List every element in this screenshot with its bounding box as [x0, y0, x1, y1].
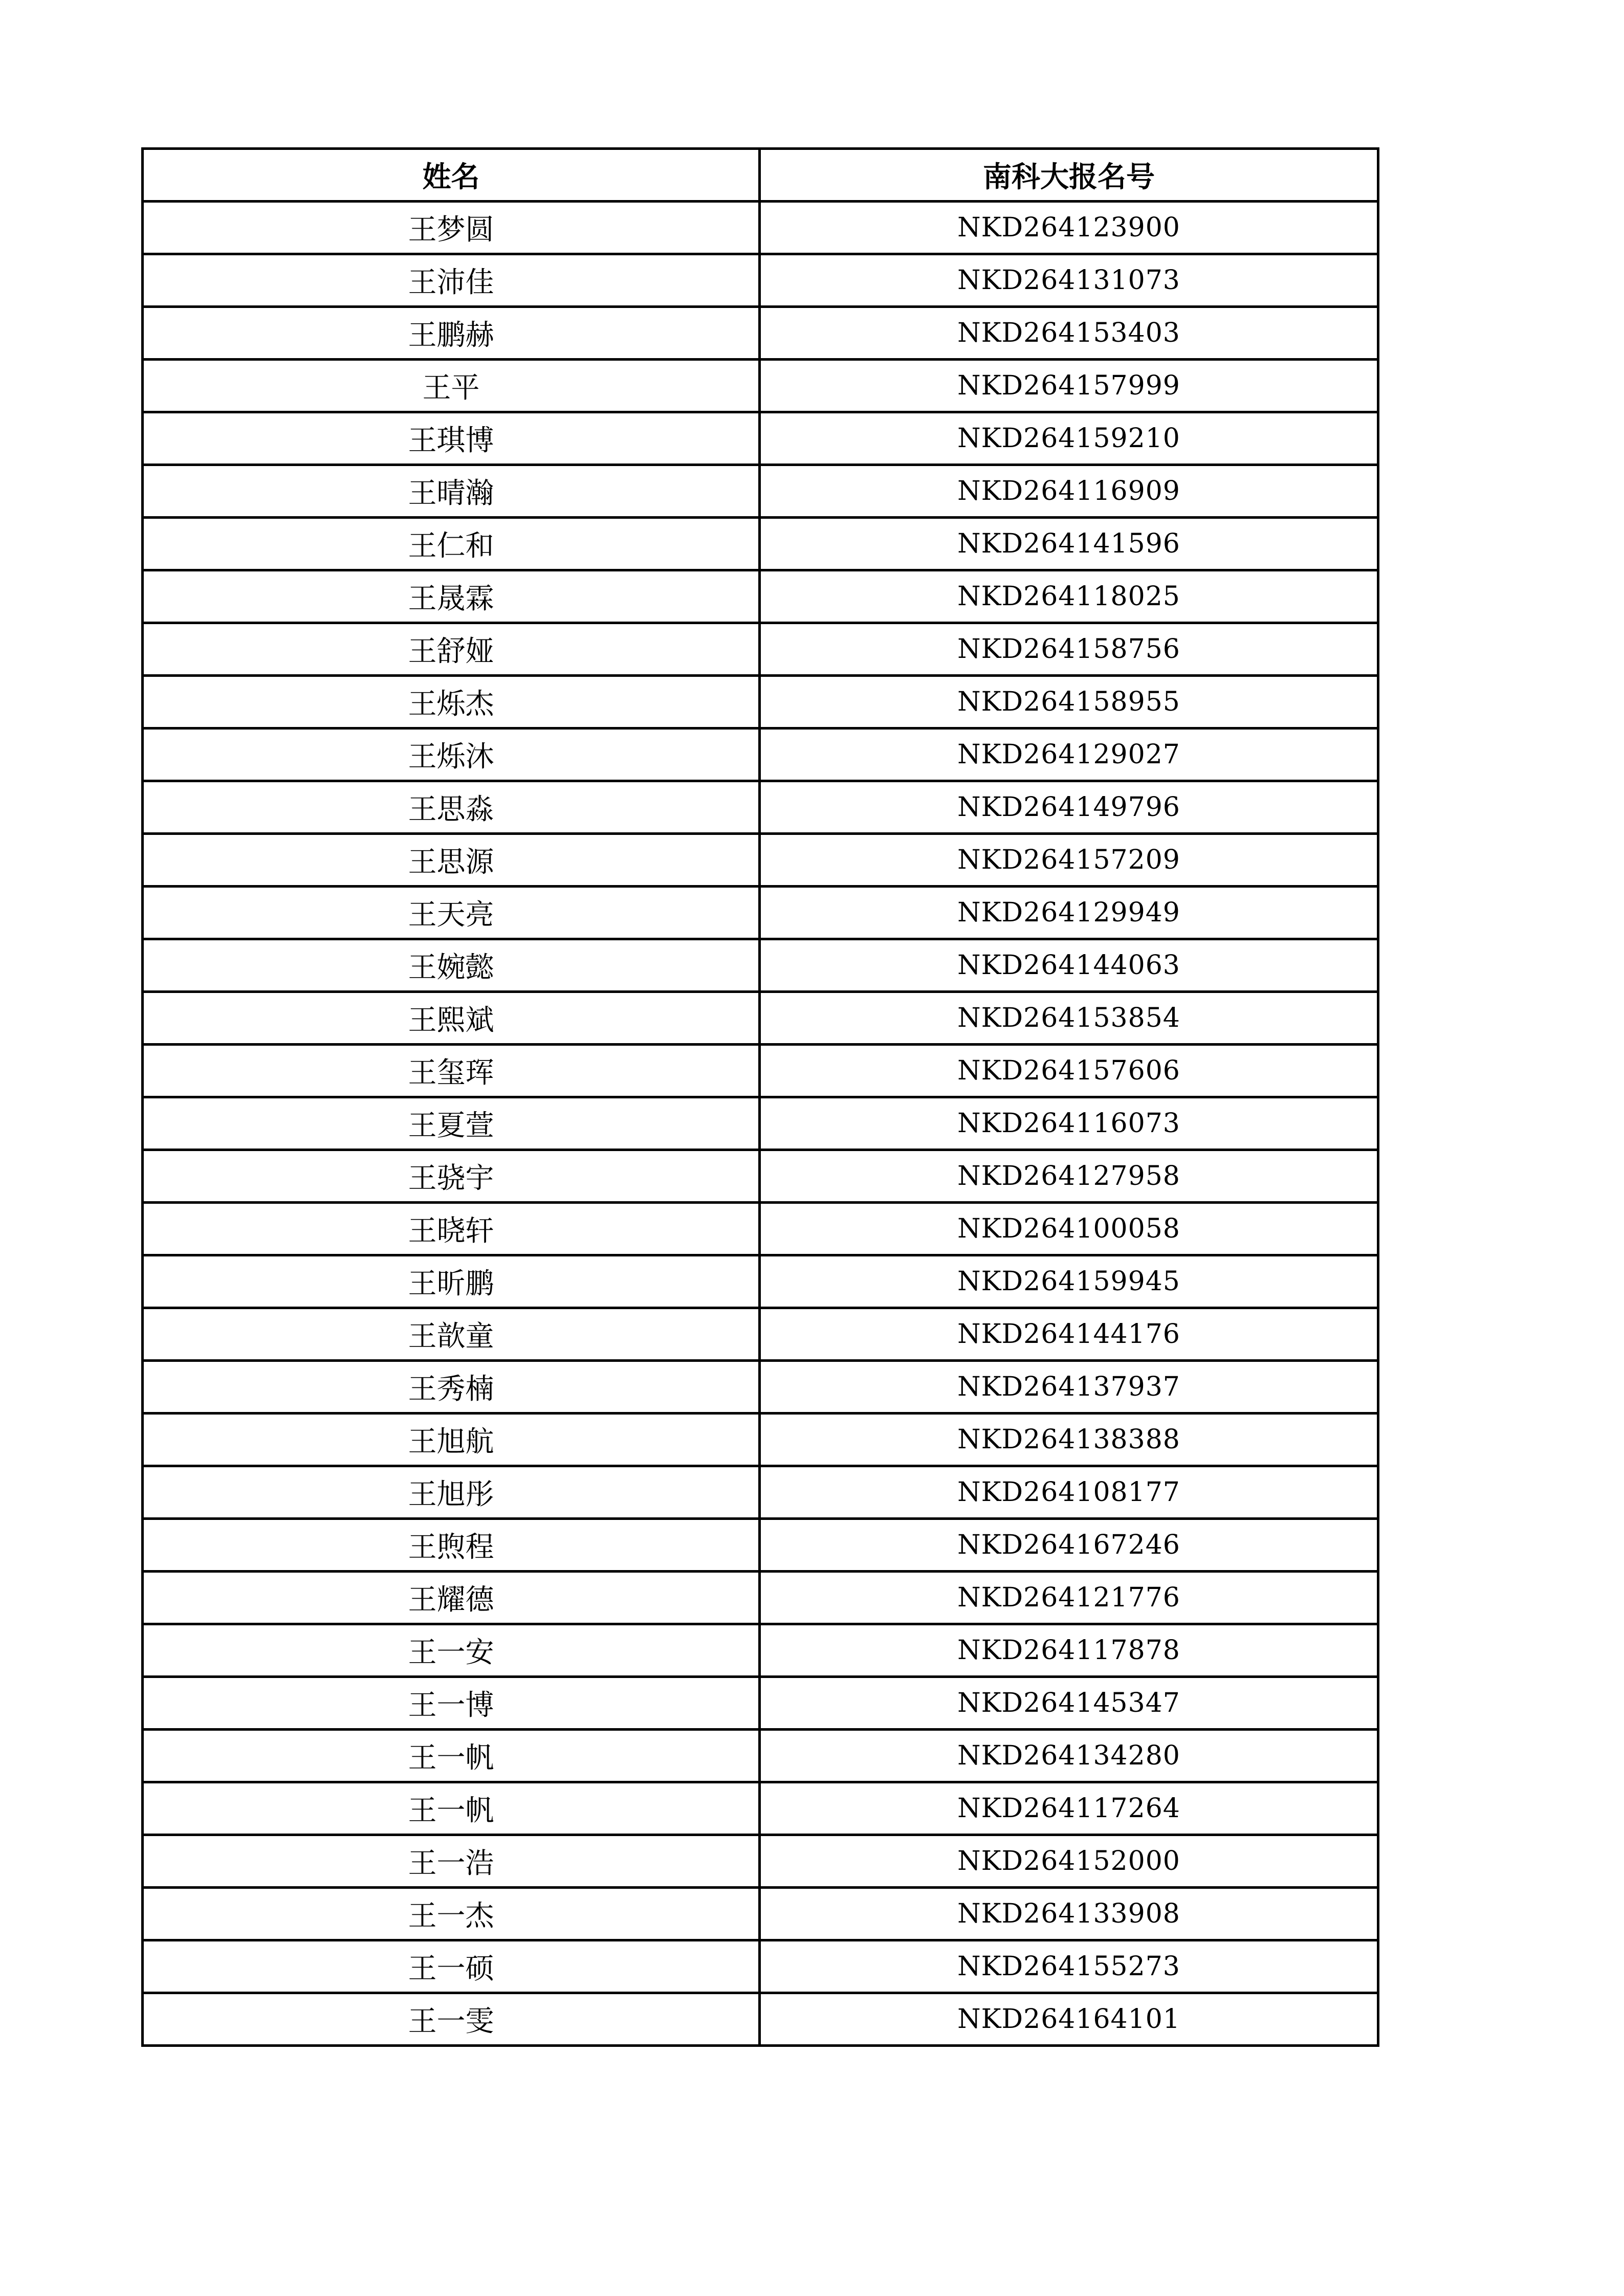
table-header	[143, 149, 1378, 202]
table-row	[143, 202, 1378, 254]
table-row	[143, 1150, 1378, 1203]
student-name-cell: 王思淼	[143, 781, 760, 834]
table-row	[143, 1782, 1378, 1835]
table-row	[143, 1519, 1378, 1572]
registration-number-cell: NKD264137937	[760, 1361, 1378, 1414]
student-name-cell: 王一帆	[143, 1730, 760, 1782]
student-name-cell: 王一雯	[143, 1993, 760, 2046]
student-name-cell: 王烁沐	[143, 728, 760, 781]
student-name-cell: 王仁和	[143, 518, 760, 570]
registration-number-cell: NKD264100058	[760, 1203, 1378, 1255]
student-name-cell: 王煦程	[143, 1519, 760, 1572]
student-name-cell: 王天亮	[143, 887, 760, 939]
header-row	[143, 149, 1378, 202]
table-row	[143, 254, 1378, 307]
student-name-cell: 王耀德	[143, 1572, 760, 1624]
registration-number-cell: NKD264153854	[760, 992, 1378, 1045]
table-row	[143, 465, 1378, 518]
student-name-cell: 王歆童	[143, 1308, 760, 1361]
registration-number-cell: NKD264164101	[760, 1993, 1378, 2046]
student-name-cell: 王旭彤	[143, 1466, 760, 1519]
student-name-cell: 王秀楠	[143, 1361, 760, 1414]
registration-number-cell: NKD264118025	[760, 570, 1378, 623]
student-name-cell: 王昕鹏	[143, 1255, 760, 1308]
column-header-name: 姓名	[143, 149, 760, 202]
registration-number-cell: NKD264116909	[760, 465, 1378, 518]
table-row	[143, 1466, 1378, 1519]
table-row	[143, 1835, 1378, 1888]
registration-number-cell: NKD264144063	[760, 939, 1378, 992]
document-page	[141, 147, 1379, 2047]
student-name-cell: 王一帆	[143, 1782, 760, 1835]
table-row	[143, 676, 1378, 728]
registration-number-cell: NKD264144176	[760, 1308, 1378, 1361]
student-name-cell: 王一杰	[143, 1888, 760, 1940]
student-name-cell: 王烁杰	[143, 676, 760, 728]
student-name-cell: 王琪博	[143, 412, 760, 465]
registration-number-cell: NKD264131073	[760, 254, 1378, 307]
registration-number-cell: NKD264134280	[760, 1730, 1378, 1782]
table-row	[143, 1677, 1378, 1730]
registration-number-cell: NKD264116073	[760, 1097, 1378, 1150]
student-name-cell: 王舒娅	[143, 623, 760, 676]
registration-number-cell: NKD264152000	[760, 1835, 1378, 1888]
registration-number-cell: NKD264155273	[760, 1940, 1378, 1993]
student-name-cell: 王梦圆	[143, 202, 760, 254]
table-row	[143, 1045, 1378, 1097]
registration-number-cell: NKD264117264	[760, 1782, 1378, 1835]
table-row	[143, 1940, 1378, 1993]
table-row	[143, 412, 1378, 465]
registration-number-cell: NKD264127958	[760, 1150, 1378, 1203]
student-name-cell: 王晴瀚	[143, 465, 760, 518]
registration-number-cell: NKD264117878	[760, 1624, 1378, 1677]
student-name-cell: 王一安	[143, 1624, 760, 1677]
registration-number-cell: NKD264133908	[760, 1888, 1378, 1940]
student-name-cell: 王晟霖	[143, 570, 760, 623]
table-row	[143, 1097, 1378, 1150]
table-row	[143, 1572, 1378, 1624]
registration-number-cell: NKD264141596	[760, 518, 1378, 570]
registration-number-cell: NKD264158955	[760, 676, 1378, 728]
table-row	[143, 623, 1378, 676]
table-row	[143, 1993, 1378, 2046]
table-row	[143, 1414, 1378, 1466]
registration-number-cell: NKD264157209	[760, 834, 1378, 887]
table-row	[143, 1624, 1378, 1677]
student-name-cell: 王一硕	[143, 1940, 760, 1993]
registration-number-cell: NKD264121776	[760, 1572, 1378, 1624]
student-name-cell: 王思源	[143, 834, 760, 887]
registration-number-cell: NKD264158756	[760, 623, 1378, 676]
column-header-registration-number: 南科大报名号	[760, 149, 1378, 202]
registration-number-cell: NKD264123900	[760, 202, 1378, 254]
student-name-cell: 王骁宇	[143, 1150, 760, 1203]
table-row	[143, 307, 1378, 360]
student-name-cell: 王平	[143, 360, 760, 412]
table-row	[143, 1730, 1378, 1782]
table-row	[143, 518, 1378, 570]
student-name-cell: 王一博	[143, 1677, 760, 1730]
registration-table	[141, 147, 1379, 2047]
student-name-cell: 王晓轩	[143, 1203, 760, 1255]
table-row	[143, 1308, 1378, 1361]
table-row	[143, 992, 1378, 1045]
table-row	[143, 1361, 1378, 1414]
table-row	[143, 728, 1378, 781]
registration-number-cell: NKD264138388	[760, 1414, 1378, 1466]
registration-number-cell: NKD264157999	[760, 360, 1378, 412]
student-name-cell: 王玺珲	[143, 1045, 760, 1097]
student-name-cell: 王沛佳	[143, 254, 760, 307]
table-row	[143, 834, 1378, 887]
table-row	[143, 781, 1378, 834]
registration-number-cell: NKD264108177	[760, 1466, 1378, 1519]
table-row	[143, 939, 1378, 992]
student-name-cell: 王一浩	[143, 1835, 760, 1888]
student-name-cell: 王熙斌	[143, 992, 760, 1045]
registration-number-cell: NKD264129027	[760, 728, 1378, 781]
registration-number-cell: NKD264167246	[760, 1519, 1378, 1572]
registration-number-cell: NKD264159210	[760, 412, 1378, 465]
table-row	[143, 1203, 1378, 1255]
registration-number-cell: NKD264149796	[760, 781, 1378, 834]
table-row	[143, 360, 1378, 412]
registration-number-cell: NKD264157606	[760, 1045, 1378, 1097]
registration-number-cell: NKD264159945	[760, 1255, 1378, 1308]
registration-number-cell: NKD264145347	[760, 1677, 1378, 1730]
table-row	[143, 1255, 1378, 1308]
student-name-cell: 王婉懿	[143, 939, 760, 992]
table-row	[143, 887, 1378, 939]
student-name-cell: 王旭航	[143, 1414, 760, 1466]
table-body	[143, 202, 1378, 2046]
student-name-cell: 王鹏赫	[143, 307, 760, 360]
registration-number-cell: NKD264153403	[760, 307, 1378, 360]
table-row	[143, 1888, 1378, 1940]
registration-number-cell: NKD264129949	[760, 887, 1378, 939]
student-name-cell: 王夏萱	[143, 1097, 760, 1150]
table-row	[143, 570, 1378, 623]
